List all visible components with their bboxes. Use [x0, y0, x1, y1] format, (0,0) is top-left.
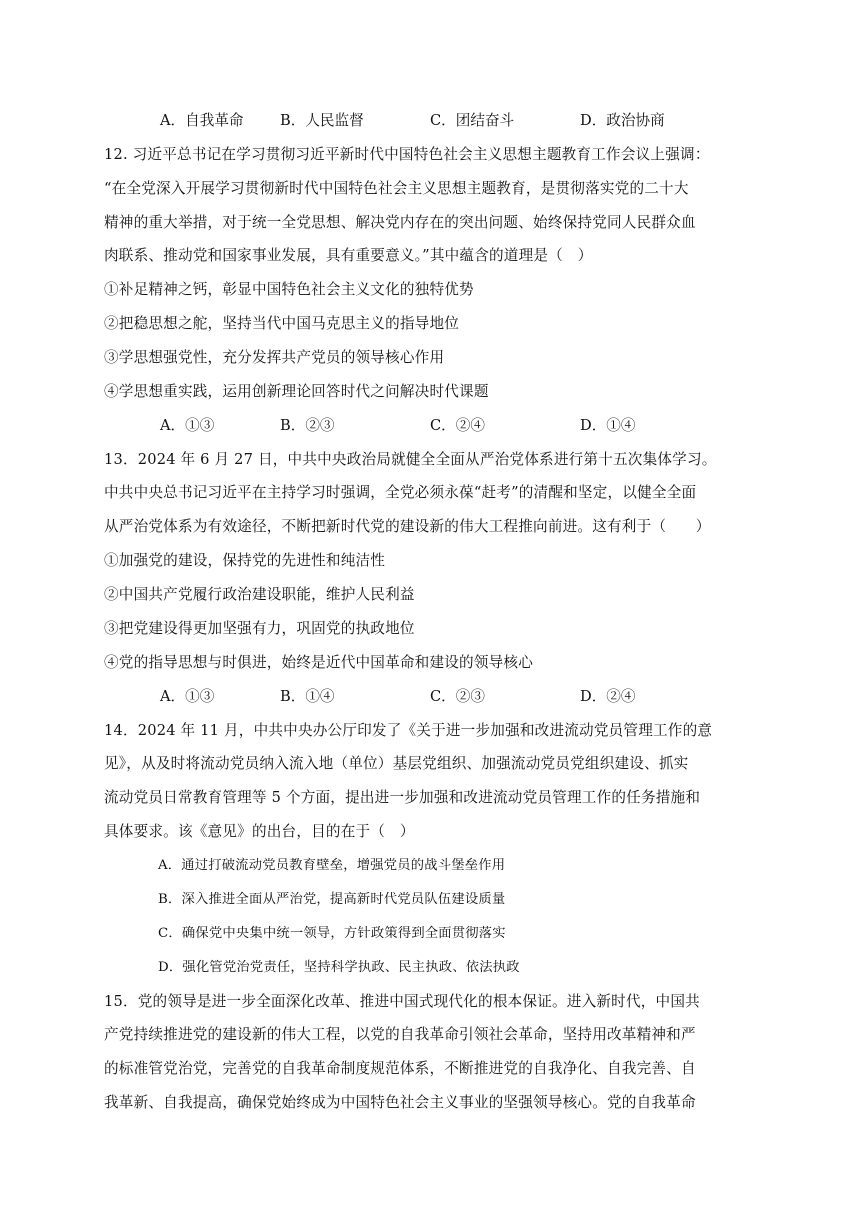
q12-stem-line-3: 精神的重大举措，对于统一全党思想、解决党内存在的突出问题、始终保持党同人民群众血 [104, 214, 696, 231]
q12-statement-3: ③学思想强党性，充分发挥共产党员的领导核心作用 [104, 349, 445, 366]
q14-stem-line-2: 见》，从及时将流动党员纳入流入地（单位）基层党组织、加强流动党员党组织建设、抓实 [104, 755, 689, 772]
q14-choice-a: A．通过打破流动党员教育壁垒，增强党员的战斗堡垒作用 [158, 858, 506, 873]
q12-statement-2: ②把稳思想之舵，坚持当代中国马克思主义的指导地位 [104, 315, 460, 332]
q15-stem-line-4: 我革新、自我提高，确保党始终成为中国特色社会主义事业的坚强领导核心。党的自我革命 [104, 1094, 696, 1111]
q13-option-b: B．①④ [280, 688, 335, 705]
q15-stem-line-1: 15．党的领导是进一步全面深化改革、推进中国式现代化的根本保证。进入新时代，中国共 [104, 993, 700, 1010]
q13-statement-4: ④党的指导思想与时俱进，始终是近代中国革命和建设的领导核心 [104, 654, 534, 671]
q12-option-c: C．②④ [430, 417, 485, 434]
q12-statement-4: ④学思想重实践，运用创新理论回答时代之问解决时代课题 [104, 383, 489, 400]
q11-option-c: C．团结奋斗 [430, 112, 515, 129]
q12-statement-1: ①补足精神之钙，彰显中国特色社会主义文化的独特优势 [104, 281, 474, 298]
q13-stem-line-3: 从严治党体系为有效途径，不断把新时代党的建设新的伟大工程推向前进。这有利于（ ） [104, 518, 711, 535]
q11-option-b: B．人民监督 [280, 112, 364, 129]
q14-stem-line-4: 具体要求。该《意见》的出台，目的在于（ ） [104, 823, 415, 840]
q13-stem-line-1: 13．2024 年 6 月 27 日，中共中央政治局就健全全面从严治党体系进行第十五次集体学习。 [104, 451, 717, 468]
q15-stem-line-2: 产党持续推进党的建设新的伟大工程，以党的自我革命引领社会革命，坚持用改革精神和严 [104, 1026, 696, 1043]
q11-option-d: D．政治协商 [580, 112, 665, 129]
q14-choice-d: D．强化管党治党责任，坚持科学执政、民主执政、依法执政 [158, 960, 520, 975]
q13-option-c: C．②③ [430, 688, 485, 705]
q13-stem-line-2: 中共中央总书记习近平在主持学习时强调，全党必须永葆“赶考”的清醒和坚定，以健全全面 [104, 484, 697, 501]
q15-stem-line-3: 的标准管党治党，完善党的自我革命制度规范体系，不断推进党的自我净化、自我完善、自 [104, 1060, 696, 1077]
q14-choice-b: B．深入推进全面从严治党，提高新时代党员队伍建设质量 [158, 892, 506, 907]
q13-statement-3: ③把党建设得更加坚强有力，巩固党的执政地位 [104, 620, 415, 637]
q14-choice-c: C．确保党中央集中统一领导，方针政策得到全面贯彻落实 [158, 926, 506, 941]
q13-option-d: D．②④ [580, 688, 636, 705]
q12-stem-line-2: “在全党深入开展学习贯彻新时代中国特色社会主义思想主题教育，是贯彻落实党的二十大 [104, 180, 689, 197]
q13-option-a: A．①③ [160, 688, 215, 705]
q12-stem-line-4: 肉联系、推动党和国家事业发展，具有重要意义。”其中蕴含的道理是（ ） [104, 247, 593, 264]
q14-stem-line-1: 14．2024 年 11 月，中共中央办公厅印发了《关于进一步加强和改进流动党员管理工作的意 [104, 722, 713, 739]
q13-statement-2: ②中国共产党履行政治建设职能，维护人民利益 [104, 586, 415, 603]
q12-option-d: D．①④ [580, 417, 636, 434]
q12-option-b: B．②③ [280, 417, 335, 434]
q13-statement-1: ①加强党的建设，保持党的先进性和纯洁性 [104, 552, 386, 569]
q14-stem-line-3: 流动党员日常教育管理等 5 个方面，提出进一步加强和改进流动党员管理工作的任务措施和 [104, 789, 701, 806]
q11-option-a: A．自我革命 [160, 112, 244, 129]
q12-stem-line-1: 12. 习近平总书记在学习贯彻习近平新时代中国特色社会主义思想主题教育工作会议上强调： [104, 146, 710, 163]
q12-option-a: A．①③ [160, 417, 215, 434]
